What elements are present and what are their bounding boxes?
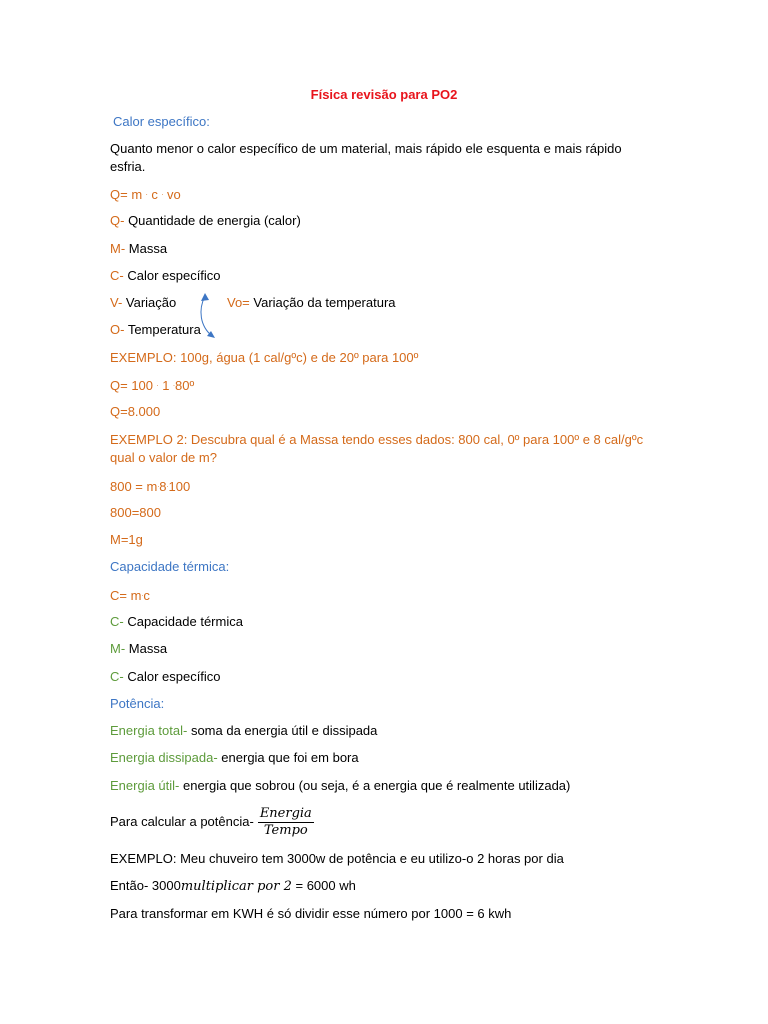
then-suffix: = 6000 wh [291, 878, 356, 893]
potencia-example: EXEMPLO: Meu chuveiro tem 3000w de potência e eu utilizo-o 2 horas por dia [110, 851, 564, 866]
def-m-sym: M- [110, 241, 126, 256]
example-1: EXEMPLO: 100g, água (1 cal/gºc) e de 20º para 100º [110, 350, 419, 365]
potencia-heading: Potência: [110, 696, 165, 711]
def-m-text: Massa [125, 241, 168, 256]
def-q-sym: Q- [110, 213, 125, 228]
cap-def-m [110, 640, 167, 658]
cap-def-c [110, 613, 243, 631]
then-math: multiplicar por 2 [180, 879, 292, 894]
curved-arrow-icon [190, 290, 230, 350]
potencia-fraction [258, 806, 314, 839]
capacidade-formula: C= m.c [110, 588, 150, 603]
cap-def-c2 [110, 668, 221, 686]
def-q-text: Quantidade de energia (calor) [124, 213, 301, 228]
calor-heading: Calor específico: [113, 114, 210, 129]
example-2-calc: 800 = m.8.100 [110, 479, 191, 494]
pot-def-total [110, 722, 377, 740]
pot-def-dissipada [110, 749, 359, 767]
potencia-calc-label: Para calcular a potência- [110, 814, 254, 829]
pot-def-dissipada-text: energia que foi em bora [217, 750, 359, 765]
fraction-numerator: Energia [259, 806, 312, 822]
def-o-text: Temperatura [124, 322, 201, 337]
def-c-text: Calor específico [123, 268, 221, 283]
calor-formula: Q= m . c . vo [110, 187, 181, 202]
cap-def-m-sym: M- [110, 641, 126, 656]
fraction-denominator: Tempo [263, 823, 308, 839]
cap-def-m-text: Massa [125, 641, 168, 656]
capacidade-heading: Capacidade térmica: [110, 559, 230, 574]
def-c [110, 267, 221, 285]
cap-def-c2-text: Calor específico [123, 669, 221, 684]
cap-def-c-text: Capacidade térmica [123, 614, 243, 629]
pot-def-util [110, 777, 570, 795]
def-vo [227, 294, 396, 312]
example-2: EXEMPLO 2: Descubra qual é a Massa tendo esses dados: 800 cal, 0º para 100º e 8 cal/gºc qual o valor de m? [110, 432, 644, 465]
def-vo-sym: Vo= [227, 295, 250, 310]
pot-def-util-text: energia que sobrou (ou seja, é a energia que é realmente utilizada) [179, 778, 571, 793]
def-v [110, 294, 176, 312]
example-1-result: Q=8.000 [110, 404, 161, 419]
def-q [110, 212, 301, 230]
pot-def-total-text: soma da energia útil e dissipada [187, 723, 378, 738]
def-vo-text: Variação da temperatura [249, 295, 396, 310]
example-2-eq: 800=800 [110, 505, 161, 520]
def-o-sym: O- [110, 322, 125, 337]
then-prefix: Então- 3000 [110, 878, 181, 893]
calor-intro: Quanto menor o calor específico de um material, mais rápido ele esquenta e mais rápido esfria. [110, 141, 622, 174]
def-m [110, 240, 167, 258]
potencia-kwh: Para transformar em KWH é só dividir esse número por 1000 = 6 kwh [110, 906, 512, 921]
pot-def-dissipada-sym: Energia dissipada- [110, 750, 218, 765]
def-v-sym: V- [110, 295, 123, 310]
potencia-then [110, 877, 356, 896]
example-1-calc: Q= 100 . 1 .80º [110, 378, 195, 393]
def-c-sym: C- [110, 268, 124, 283]
pot-def-util-sym: Energia útil- [110, 778, 180, 793]
example-2-result: M=1g [110, 532, 143, 547]
document-title: Física revisão para PO2 [310, 87, 458, 102]
cap-def-c-sym: C- [110, 614, 124, 629]
potencia-calc [110, 804, 314, 840]
def-v-text: Variação [122, 295, 177, 310]
def-o [110, 321, 201, 339]
cap-def-c2-sym: C- [110, 669, 124, 684]
pot-def-total-sym: Energia total- [110, 723, 188, 738]
